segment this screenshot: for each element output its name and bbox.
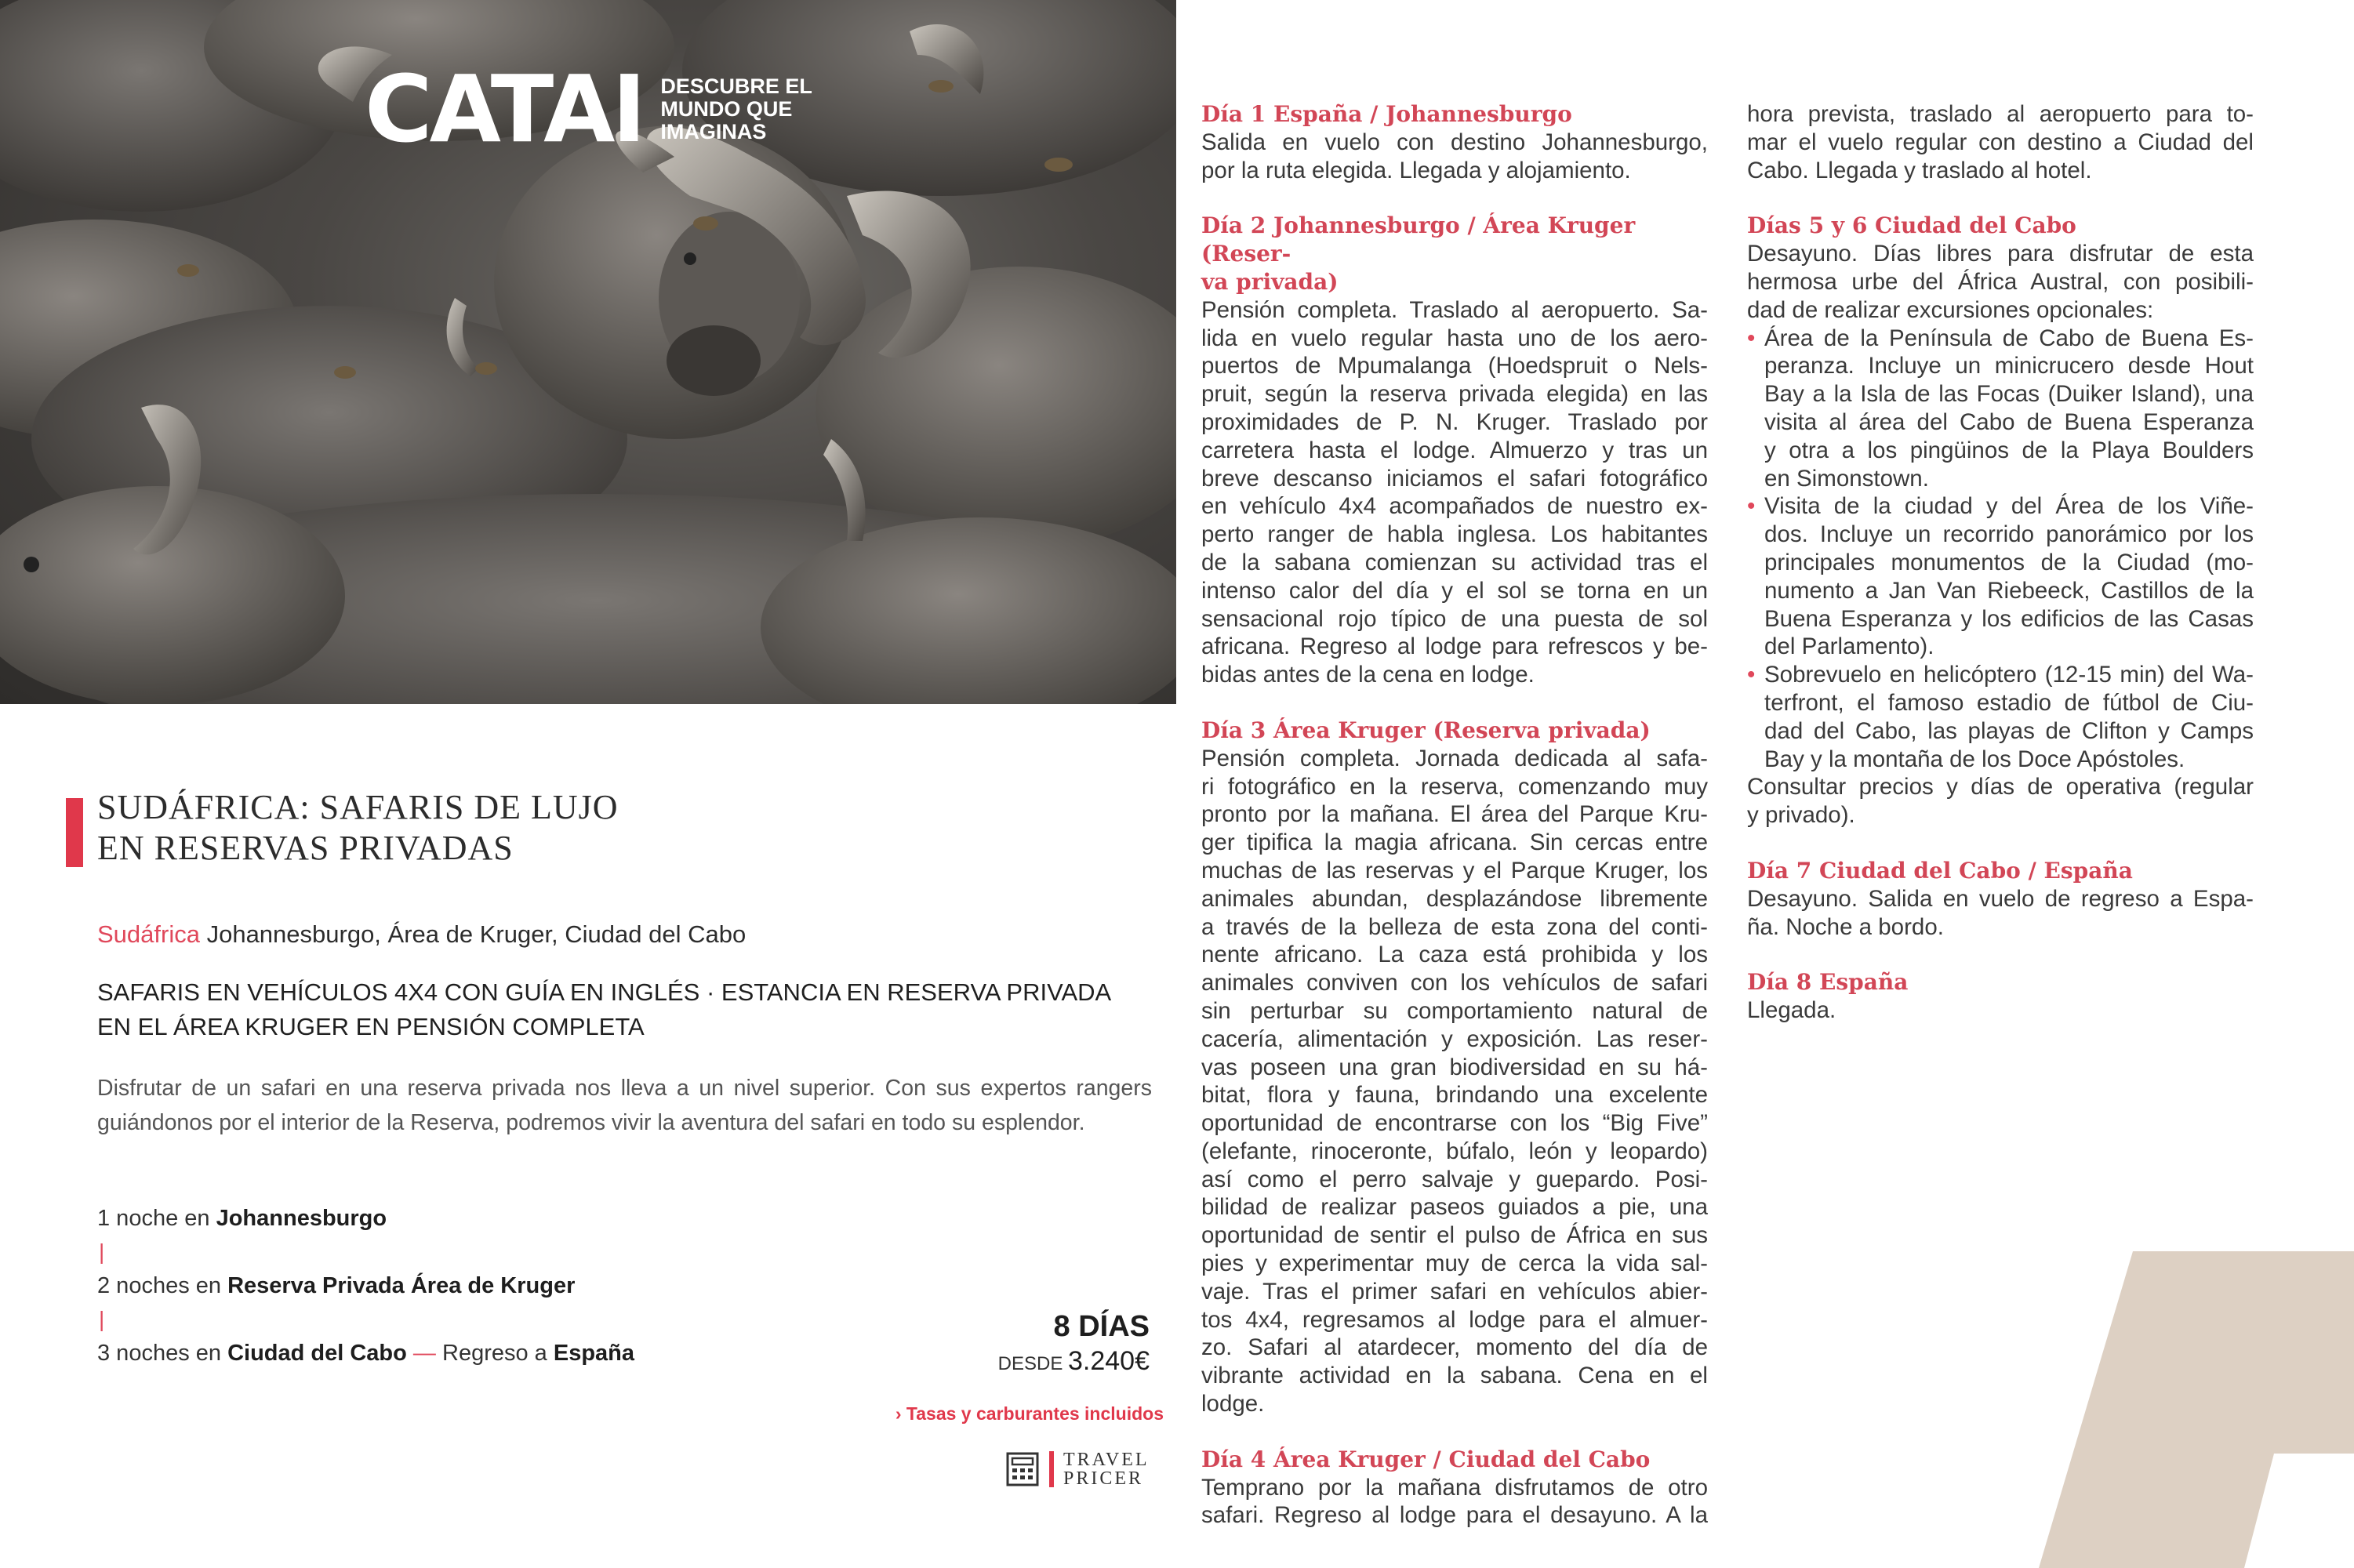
bullet-dot: • (1747, 325, 1756, 351)
taxes-included-link[interactable]: › Tasas y carburantes incluidos (895, 1403, 1164, 1424)
route-line (97, 920, 746, 949)
day-body-line: lida en vuelo regular hasta uno de los aero- (1201, 325, 1708, 351)
night-return-place: España (553, 1341, 635, 1366)
intro-paragraph: Disfrutar de un safari en una reserva privada nos lleva a un nivel superior. Con sus expertos rangers guiándonos por el interior de la Reserva, podremos vivir la aventura del safari en todo su esplendor. (97, 1076, 1152, 1135)
excursion-line: principales monumentos de la Ciudad (mo- (1764, 549, 2254, 575)
day-body-line: Salida en vuelo con destino Johannesburgo, (1201, 129, 1708, 155)
day-title: Día 8 España (1747, 969, 1909, 996)
day-body-line: Desayuno. Salida en vuelo de regreso a Espa- (1747, 885, 2254, 912)
day-body-line: bidas antes de la cena en lodge. (1201, 662, 1535, 688)
day-body-line: Consultar precios y días de operativa (regular (1747, 774, 2254, 800)
day-body-line: pruit, según la reserva privada elegida) en las (1201, 381, 1708, 408)
day-body-line: ri fotográfico en la reserva, comenzando muy (1201, 773, 1708, 800)
night-place: Johannesburgo (216, 1206, 387, 1231)
day-body-line: sin perturbar su comportamiento natural de (1201, 997, 1708, 1024)
night-separator: | (99, 1240, 105, 1264)
night-dash: — (406, 1341, 442, 1366)
calculator-icon (1005, 1451, 1040, 1487)
day-body-line: en vehículo 4x4 acompañados de nuestro ex- (1201, 493, 1708, 520)
day-body-line: africana. Regreso al lodge para refrescos y be- (1201, 633, 1708, 660)
buffalo-herd-photo (0, 0, 1176, 704)
day-5-6 (1747, 212, 2254, 829)
day-title: Día 3 Área Kruger (Reserva privada) (1201, 717, 1651, 743)
excursion-line: dad del Cabo, las playas de Clifton y Camps (1764, 717, 2254, 744)
excursion-item (1747, 492, 2254, 661)
day-body-line: ger tipifica la magia africana. Sin cercas entre (1201, 829, 1708, 856)
day-1 (1201, 100, 1708, 184)
day-body-line: así como el perro salvaje y guepardo. Posi- (1201, 1166, 1708, 1192)
day-4-continued (1747, 100, 2254, 184)
day-body-line: bitat, flora y fauna, brindando una excelente (1201, 1082, 1708, 1109)
itinerary-column-1 (1201, 100, 1708, 1557)
pricer-accent-bar (1049, 1451, 1054, 1487)
excursion-line: Bay y la montaña de los Doce Apóstoles. (1764, 746, 2185, 772)
trip-highlight (97, 975, 1148, 1044)
trip-days: 8 DÍAS (1053, 1310, 1150, 1343)
day-body-line: hora prevista, traslado al aeropuerto para to- (1747, 101, 2254, 127)
price-from: DESDE (997, 1353, 1068, 1374)
night-row (97, 1339, 634, 1367)
tagline-line: MUNDO QUE (660, 96, 793, 121)
day-body-line: proximidades de P. N. Kruger. Traslado por (1201, 408, 1708, 435)
day-body-line: bilidad de realizar paseos guiados a pie, una (1201, 1194, 1708, 1221)
excursion-line: Sobrevuelo en helicóptero (12-15 min) del Wa- (1764, 662, 2254, 688)
pricer-line: PRICER (1063, 1468, 1144, 1489)
day-body-line: nente africano. La caza está prohibida y los (1201, 942, 1708, 968)
day-body-line: Pensión completa. Jornada dedicada al safa- (1201, 745, 1708, 771)
pricer-label (1063, 1450, 1150, 1488)
bullet-dot: • (1747, 493, 1756, 520)
night-row (97, 1204, 634, 1232)
highlight-line: SAFARIS EN VEHÍCULOS 4X4 CON GUÍA EN INGLÉS · ESTANCIA EN RESERVA PRIVADA (97, 978, 1112, 1006)
excursion-line: dos. Incluye un recorrido panorámico por los (1764, 521, 2254, 548)
day-title: Día 1 España / Johannesburgo (1201, 101, 1572, 127)
logo-tagline (660, 75, 812, 143)
day-body-line: animales conviven con los vehículos de safari (1201, 970, 1708, 996)
day-body-line: carretera hasta el lodge. Almuerzo y tras un (1201, 437, 1708, 463)
decorative-beige-shape (2039, 1251, 2354, 1568)
day-body-line: animales abundan, desplazándose libremente (1201, 885, 1708, 912)
title-line: SUDÁFRICA: SAFARIS DE LUJO (97, 788, 619, 826)
night-place: Reserva Privada Área de Kruger (227, 1273, 576, 1298)
day-body-line: Pensión completa. Traslado al aeropuerto. Sa- (1201, 296, 1708, 323)
day-body-line: Llegada. (1747, 997, 1836, 1024)
excursion-item (1747, 325, 2254, 493)
excursion-line: en Simonstown. (1764, 465, 1929, 492)
bullet-dot: • (1747, 662, 1756, 688)
day-body-line: Cabo. Llegada y traslado al hotel. (1747, 157, 2092, 183)
day-2 (1201, 212, 1708, 689)
day-body-line: oportunidad de encontrarse con los “Big Five” (1201, 1110, 1708, 1137)
day-body-line: pies y experimentar muy de cerca la vida sal- (1201, 1250, 1708, 1277)
excursion-line: numento a Jan Van Riebeeck, Castillos de la (1764, 577, 2254, 604)
logo-word: CATAI (365, 55, 644, 163)
day-body-line: zo. Safari al atardecer, momento del día de (1201, 1334, 1708, 1361)
day-body-line: de la sabana comienzan su actividad tras el (1201, 549, 1708, 575)
day-3 (1201, 717, 1708, 1418)
day-body-line: vas poseen una gran biodiversidad en su há- (1201, 1054, 1708, 1080)
day-body-line: ña. Noche a bordo. (1747, 913, 1944, 940)
day-body-line: sensacional rojo típico de una puesta de sol (1201, 605, 1708, 632)
day-title: Días 5 y 6 Ciudad del Cabo (1747, 212, 2076, 239)
excursion-line: visita al área del Cabo de Buena Esperanza (1764, 408, 2254, 435)
day-body-line: lodge. (1201, 1391, 1265, 1417)
day-body-line: cacería, alimentación y exposición. Las reser- (1201, 1025, 1708, 1052)
price-amount: 3.240€ (1068, 1346, 1150, 1376)
day-body-line: hermosa urbe del África Austral, con posibili- (1747, 268, 2254, 295)
day-body-line: a través de la belleza de esta zona del conti- (1201, 913, 1708, 940)
excursion-line: Bay a la Isla de las Focas (Duiker Island), una (1764, 381, 2254, 408)
day-body-line: breve descanso iniciamos el safari fotográfico (1201, 465, 1708, 492)
tagline-line: DESCUBRE EL (660, 74, 812, 98)
title-accent-bar (66, 798, 83, 867)
highlight-line: EN EL ÁREA KRUGER EN PENSIÓN COMPLETA (97, 1013, 645, 1040)
excursion-line: del Parlamento). (1764, 633, 1934, 660)
day-body-line: mar el vuelo regular con destino a Ciudad del (1747, 129, 2254, 155)
excursion-line: y otra a los pingüinos de la Playa Boulders (1764, 437, 2254, 463)
excursion-line: Visita de la ciudad y del Área de los Viñe- (1764, 493, 2254, 520)
excursion-line: Buena Esperanza y los edificios de las Casas (1764, 605, 2254, 632)
day-body-line: dad de realizar excursiones opcionales: (1747, 296, 2154, 323)
day-title: va privada) (1201, 268, 1339, 295)
excursion-item (1747, 661, 2254, 773)
day-8 (1747, 968, 2254, 1025)
night-place: Ciudad del Cabo (227, 1341, 407, 1366)
day-title: Día 4 Área Kruger / Ciudad del Cabo (1201, 1446, 1651, 1472)
day-body-line: vibrante actividad en la sabana. Cena en el (1201, 1363, 1708, 1389)
title-line: EN RESERVAS PRIVADAS (97, 829, 514, 867)
price-line (998, 1344, 1150, 1381)
day-body-line: tos 4x4, regresamos al lodge para el almuer- (1201, 1306, 1708, 1333)
night-count: 3 noches en (97, 1341, 228, 1366)
day-body-line: puertos de Mpumalanga (Hoedspruit o Nels- (1201, 353, 1708, 379)
route-country: Sudáfrica (97, 920, 200, 948)
night-return: Regreso a (442, 1341, 554, 1366)
day-body-line: intenso calor del día y el sol se torna en un (1201, 577, 1708, 604)
day-body-line: Desayuno. Días libres para disfrutar de esta (1747, 241, 2254, 267)
pricer-line: TRAVEL (1063, 1450, 1150, 1470)
night-separator: | (99, 1307, 105, 1331)
day-body-line: perto ranger de habla inglesa. Los habitantes (1201, 521, 1708, 548)
excursion-line: peranza. Incluye un minicrucero desde Hout (1764, 353, 2254, 379)
day-title: Día 2 Johannesburgo / Área Kruger (Reser- (1201, 212, 1636, 267)
day-body-line: vaje. Tras el primer safari en vehículos abier- (1201, 1278, 1708, 1305)
day-body-line: pronto por la mañana. El área del Parque Kru- (1201, 801, 1708, 828)
night-row (97, 1272, 634, 1300)
nights-summary (97, 1204, 634, 1367)
day-7 (1747, 857, 2254, 941)
catai-logo (365, 55, 812, 163)
day-title: Día 7 Ciudad del Cabo / España (1747, 857, 2133, 884)
price-box (998, 1309, 1150, 1381)
day-body-line: (elefante, rinoceronte, búfalo, león y leopardo) (1201, 1138, 1708, 1164)
day-body-line: oportunidad de sentir el pulso de África en sus (1201, 1222, 1708, 1249)
night-count: 2 noches en (97, 1273, 228, 1298)
excursion-line: Área de la Península de Cabo de Buena Es- (1764, 325, 2254, 351)
day-body-line: y privado). (1747, 802, 1855, 829)
page-title (97, 787, 619, 869)
night-count: 1 noche en (97, 1206, 216, 1231)
excursion-line: terfront, el famoso estadio de fútbol de Ciu- (1764, 689, 2254, 716)
route-places: Johannesburgo, Área de Kruger, Ciudad del Cabo (199, 920, 747, 948)
day-4 (1201, 1446, 1708, 1530)
day-body-line: por la ruta elegida. Llegada y alojamiento. (1201, 157, 1631, 183)
tagline-line: IMAGINAS (660, 119, 767, 143)
travel-pricer-badge[interactable] (1005, 1450, 1150, 1488)
day-body-line: safari. Regreso al lodge para el desayuno. A la (1201, 1502, 1708, 1529)
day-body-line: muchas de las reservas y el Parque Kruger, los (1201, 857, 1708, 884)
itinerary-column-2 (1747, 100, 2254, 1052)
day-body-line: Temprano por la mañana disfrutamos de otro (1201, 1474, 1708, 1501)
